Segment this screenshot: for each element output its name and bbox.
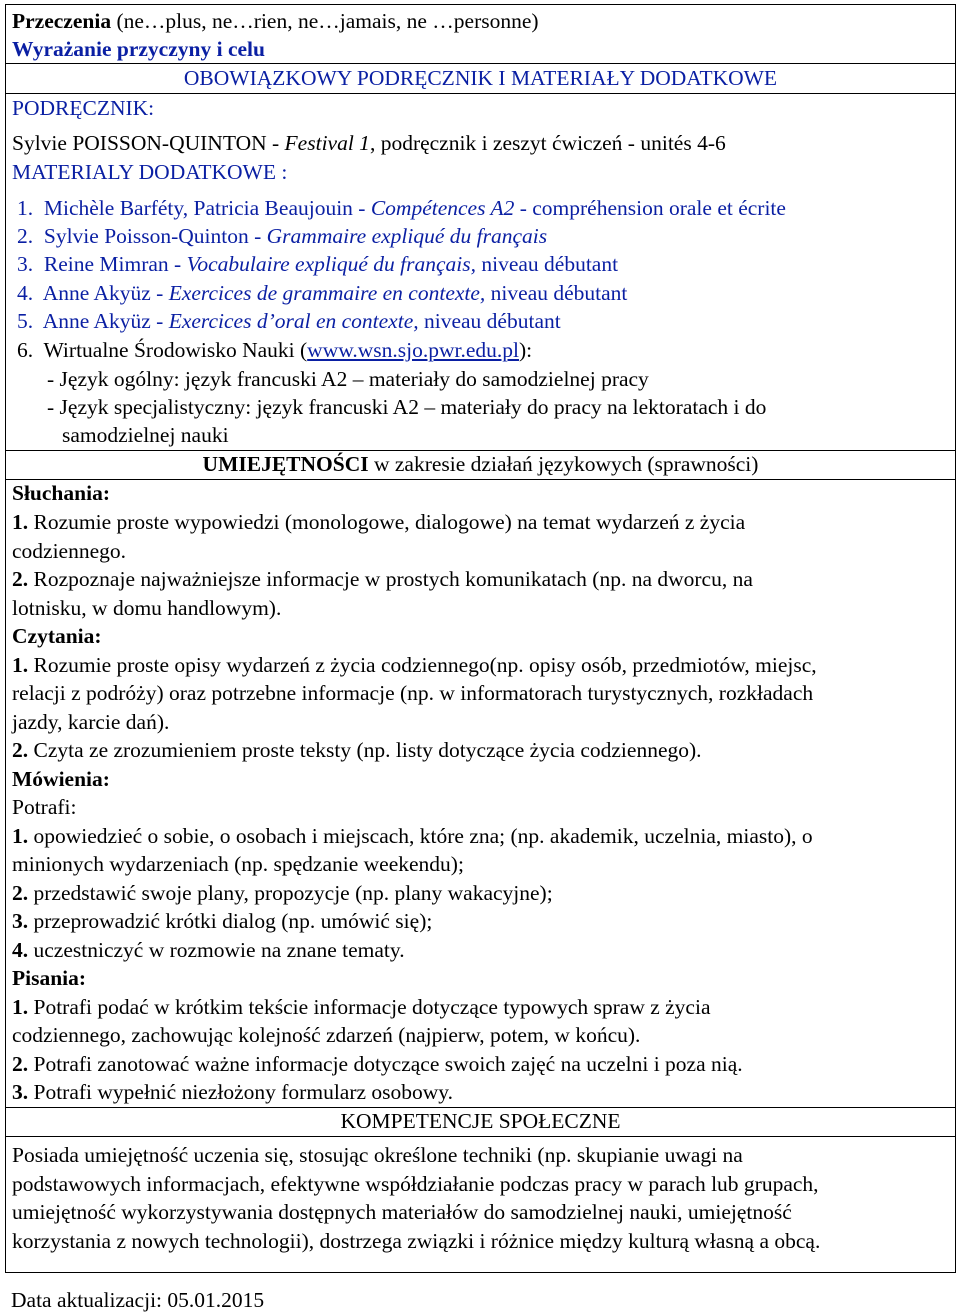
social-competences-heading: KOMPETENCJE SPOŁECZNE — [340, 1109, 621, 1133]
listening-item: 2. Rozpoznaje najważniejsze informacje w prostych komunikatach (np. na dworcu, na — [12, 567, 753, 591]
last-updated — [11, 1290, 264, 1312]
wsn-specialist-language: - Język specjalistyczny: język francuski A2 – materiały do pracy na lektoratach i do — [47, 395, 767, 419]
topic-negation — [12, 11, 539, 33]
textbook-title: Festival 1 — [284, 131, 370, 155]
material-item-wsn: 6. Wirtualne Środowisko Nauki (www.wsn.sjo.pwr.edu.pl): — [17, 338, 533, 362]
row-divider — [6, 63, 955, 64]
row-divider — [6, 479, 955, 480]
reading-item: 1. Rozumie proste opisy wydarzeń z życia codziennego(np. opisy osób, przedmiotów, miejsc, — [12, 653, 817, 677]
listening-item: 1. Rozumie proste wypowiedzi (monologowe, dialogowe) na temat wydarzeń z życia — [12, 510, 746, 534]
row-divider — [6, 1107, 955, 1108]
social-competences-text: podstawowych informacjach, efektywne współdziałanie podczas pracy w parach lub grupach, — [12, 1172, 819, 1196]
social-competences-text: korzystania z nowych technologii), dostrzega związki i różnice między kulturą własną a obcą. — [12, 1229, 821, 1253]
syllabus-table — [5, 4, 956, 1273]
last-updated-label: Data aktualizacji: — [11, 1288, 168, 1312]
material-item: 1. Michèle Barféty, Patricia Beaujouin - Compétences A2 - compréhension orale et écrite — [17, 196, 786, 220]
extra-materials-label: MATERIALY DODATKOWE : — [12, 160, 288, 184]
material-item: 2. Sylvie Poisson-Quinton - Grammaire expliqué du français — [17, 224, 548, 248]
material-item: 3. Reine Mimran - Vocabulaire expliqué du français, niveau débutant — [17, 252, 619, 276]
textbook-entry: Sylvie POISSON-QUINTON - Festival 1, podręcznik i zeszyt ćwiczeń - unités 4-6 — [12, 131, 726, 155]
writing-item-cont: codziennego, zachowując kolejność zdarzeń (najpierw, potem, w końcu). — [12, 1023, 641, 1047]
reading-item-cont: jazdy, karcie dań). — [12, 710, 170, 734]
listening-item-cont: codziennego. — [12, 539, 127, 563]
reading-label: Czytania: — [12, 624, 102, 648]
speaking-item: 3. przeprowadzić krótki dialog (np. umówić się); — [12, 909, 433, 933]
speaking-item: 4. uczestniczyć w rozmowie na znane tematy. — [12, 938, 405, 962]
topic-negation-detail: (ne…plus, ne…rien, ne…jamais, ne …personne) — [111, 9, 539, 33]
speaking-intro: Potrafi: — [12, 795, 77, 819]
listening-item-cont: lotnisku, w domu handlowym). — [12, 596, 282, 620]
textbook-label: PODRĘCZNIK: — [12, 96, 155, 120]
material-item: 4. Anne Akyüz - Exercices de grammaire en contexte, niveau débutant — [17, 281, 628, 305]
writing-label: Pisania: — [12, 966, 87, 990]
row-divider — [6, 450, 955, 451]
reading-item-cont: relacji z podróży) oraz potrzebne informacje (np. w informatorach turystycznych, rozkładach — [12, 681, 814, 705]
writing-item: 2. Potrafi zanotować ważne informacje dotyczące swoich zajęć na uczelni i poza nią. — [12, 1052, 743, 1076]
speaking-item: 1. opowiedzieć o sobie, o osobach i miejscach, które zna; (np. akademik, uczelnia, miasto), o — [12, 824, 813, 848]
skills-heading: UMIEJĘTNOŚCI w zakresie działań językowych (sprawności) — [202, 452, 759, 476]
writing-item: 3. Potrafi wypełnić niezłożony formularz osobowy. — [12, 1080, 454, 1104]
speaking-item: 2. przedstawić swoje plany, propozycje (np. plany wakacyjne); — [12, 881, 553, 905]
reading-item: 2. Czyta ze zrozumieniem proste teksty (np. listy dotyczące życia codziennego). — [12, 738, 702, 762]
row-divider — [6, 93, 955, 94]
wsn-general-language: - Język ogólny: język francuski A2 – materiały do samodzielnej pracy — [47, 367, 649, 391]
wsn-specialist-language-cont: samodzielnej nauki — [62, 423, 229, 447]
wsn-link[interactable]: www.wsn.sjo.pwr.edu.pl — [307, 338, 519, 362]
row-divider — [6, 1136, 955, 1137]
writing-item: 1. Potrafi podać w krótkim tekście informacje dotyczące typowych spraw z życia — [12, 995, 711, 1019]
social-competences-text: umiejętność wykorzystywania dostępnych materiałów do samodzielnej nauki, umiejętność — [12, 1200, 792, 1224]
topic-negation-title: Przeczenia — [12, 9, 112, 33]
listening-label: Słuchania: — [12, 481, 110, 505]
material-item: 5. Anne Akyüz - Exercices d’oral en contexte, niveau débutant — [17, 309, 561, 333]
speaking-label: Mówienia: — [12, 767, 110, 791]
last-updated-date: 05.01.2015 — [167, 1288, 265, 1312]
materials-heading: OBOWIĄZKOWY PODRĘCZNIK I MATERIAŁY DODATKOWE — [183, 66, 778, 90]
speaking-item-cont: minionych wydarzeniach (np. spędzanie weekendu); — [12, 852, 464, 876]
social-competences-text: Posiada umiejętność uczenia się, stosując określone techniki (np. skupianie uwagi na — [12, 1143, 743, 1167]
topic-cause-purpose: Wyrażanie przyczyny i celu — [12, 37, 265, 61]
